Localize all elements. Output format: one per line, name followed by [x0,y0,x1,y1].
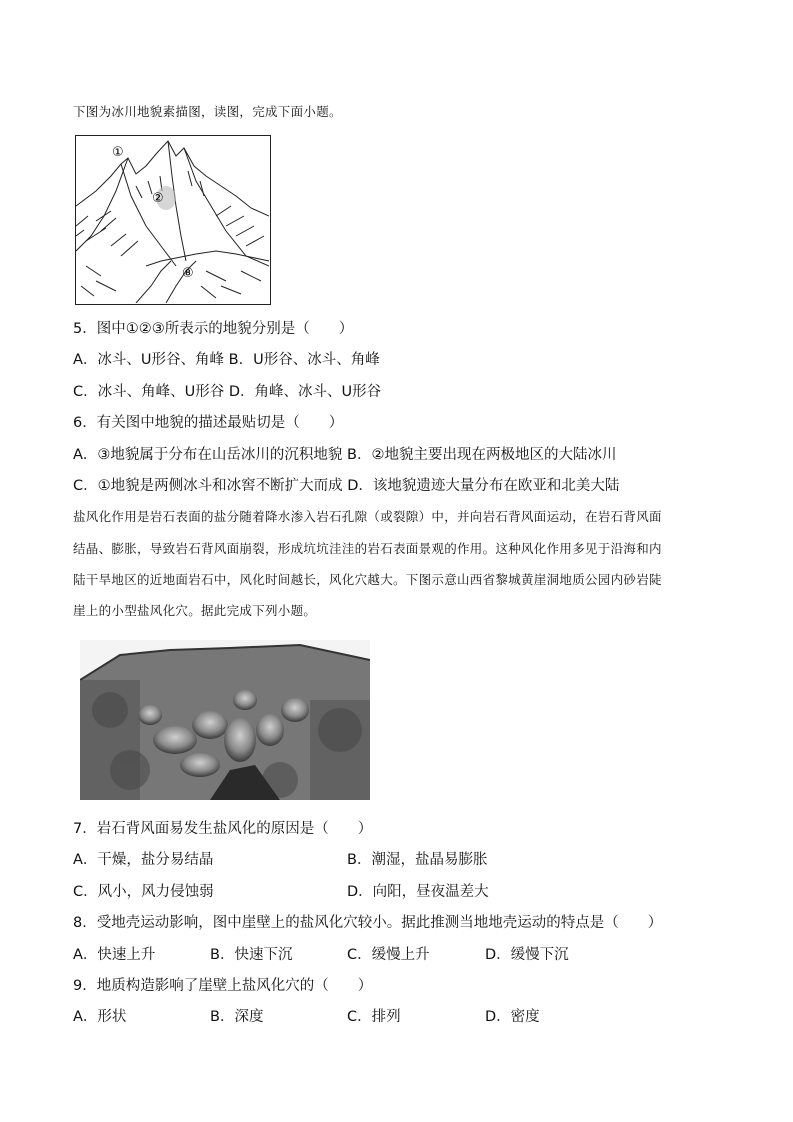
q9-option-a: A．形状 [73,1009,127,1025]
glacier-sketch-drawing [76,136,269,303]
q5-stem: 5．图中①②③所表示的地貌分别是（ ） [73,321,354,337]
q8-option-c: C．缓慢上升 [347,947,430,963]
q7-option-b: B．潮湿，盐晶易膨胀 [347,852,488,868]
label-1: ① [112,145,124,160]
passage-line-4: 崖上的小型盐风化穴。据此完成下列小题。 [73,603,317,618]
q8-option-b: B．快速下沉 [210,947,293,963]
q8-stem: 8．受地壳运动影响，图中崖壁上的盐风化穴较小。据此推测当地地壳运动的特点是（ ） [73,915,663,931]
q8-option-d: D．缓慢下沉 [485,947,569,963]
q5-options-line1: A．冰斗、U形谷、角峰 B．U形谷、冰斗、角峰 [73,352,380,368]
q9-stem: 9．地质构造影响了崖壁上盐风化穴的（ ） [73,978,373,994]
glacier-sketch-figure [75,135,271,305]
q9-option-b: B．深度 [210,1009,264,1025]
salt-weathering-photo [80,640,370,800]
q7-option-a: A．干燥，盐分易结晶 [73,852,214,868]
passage-line-3: 陆干旱地区的近地面岩石中，风化时间越长，风化穴越大。下图示意山西省黎城黄崖洞地质公园内砂岩陡 [73,572,662,587]
q7-option-c: C．风小，风力侵蚀弱 [73,884,214,900]
label-2: ② [152,191,164,206]
q6-options-line2: C．①地貌是两侧冰斗和冰窖不断扩大而成 D．该地貌遗迹大量分布在欧亚和北美大陆 [73,478,620,494]
salt-weathering-drawing [80,640,370,800]
q5-options-line2: C．冰斗、角峰、U形谷 D．角峰、冰斗、U形谷 [73,384,382,400]
q9-option-d: D．密度 [485,1009,540,1025]
q6-stem: 6．有关图中地貌的描述最贴切是（ ） [73,415,344,431]
q6-options-line1: A．③地貌属于分布在山岳冰川的沉积地貌 B．②地貌主要出现在两极地区的大陆冰川 [73,447,617,463]
q9-option-c: C．排列 [347,1009,401,1025]
passage-line-2: 结晶、膨胀，导致岩石背风面崩裂，形成坑坑洼洼的岩石表面景观的作用。这种风化作用多见于沿海和内 [73,541,662,556]
q7-option-d: D．向阳，昼夜温差大 [347,884,489,900]
q8-option-a: A．快速上升 [73,947,156,963]
q7-stem: 7．岩石背风面易发生盐风化的原因是（ ） [73,821,373,837]
passage-line-1: 盐风化作用是岩石表面的盐分随着降水渗入岩石孔隙（或裂隙）中，并向岩石背风面运动，在岩石背风面 [73,509,662,524]
intro-text-glacier: 下图为冰川地貌素描图，读图，完成下面小题。 [73,104,342,119]
label-3: ⑧ [182,266,194,281]
